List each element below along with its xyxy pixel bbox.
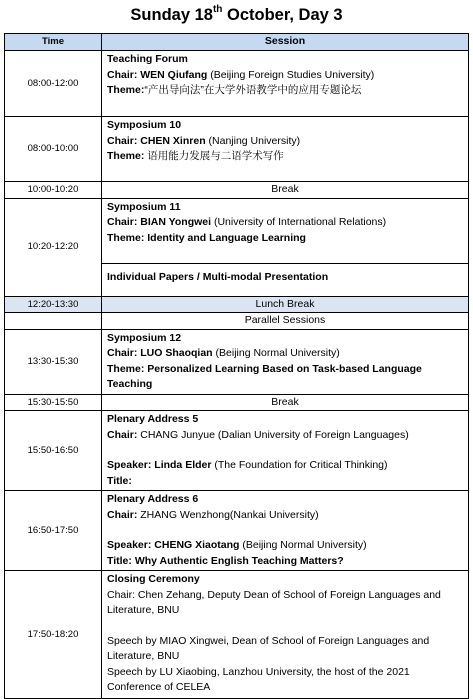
table-row (5, 394, 469, 411)
session-theme: Theme:“产出导向法”在大学外语教学中的应用专题论坛 (107, 84, 362, 96)
session-heading: Symposium 12 (107, 331, 182, 344)
row-time: 13:30-15:30 (5, 329, 102, 394)
schedule-table (4, 33, 469, 699)
table-row (5, 571, 469, 699)
page-title: Sunday 18th October, Day 3 (130, 4, 343, 24)
row-session (102, 411, 469, 491)
row-time: 10:00-10:20 (5, 182, 102, 199)
row-session: Break (102, 394, 469, 411)
session-speech: Speech by LU Xiaobing, Lanzhou University, the host of the 2021 Conference of CELEA (107, 665, 410, 693)
session-heading: Plenary Address 5 (107, 413, 199, 425)
session-chair: Chair: BIAN Yongwei (University of International Relations) (107, 216, 387, 228)
session-theme: Theme: Personalized Learning Based on Task-based Language Teaching (107, 362, 422, 390)
row-time: 08:00-10:00 (5, 117, 102, 182)
table-row (5, 117, 469, 182)
session-speaker: Speaker: CHENG Xiaotang (Beijing Normal University) (107, 539, 367, 551)
row-session (102, 198, 469, 296)
row-time: 17:50-18:20 (5, 571, 102, 699)
session-theme: Theme: 语用能力发展与二语学术写作 (107, 150, 284, 162)
row-time: 15:50-16:50 (5, 411, 102, 491)
table-row (5, 491, 469, 571)
row-session: Parallel Sessions (102, 313, 469, 330)
row-time: 16:50-17:50 (5, 491, 102, 571)
table-row (5, 182, 469, 199)
table-row (5, 198, 469, 296)
session-title: Title: (107, 474, 132, 487)
row-session (102, 491, 469, 571)
table-row (5, 296, 469, 313)
table-row (5, 411, 469, 491)
session-chair: Chair: CHANG Junyue (Dalian University of Foreign Languages) (107, 428, 409, 441)
row-session (102, 571, 469, 699)
session-title: Title: Why Authentic English Teaching Matters? (107, 554, 344, 567)
spacer (107, 246, 463, 261)
session-chair: Chair: ZHANG Wenzhong(Nankai University) (107, 508, 319, 521)
table-row (5, 313, 469, 330)
session-chair: Chair: LUO Shaoqian (Beijing Normal University) (107, 347, 340, 359)
spacer (107, 443, 463, 458)
table-row (5, 51, 469, 117)
header-time: Time (5, 34, 102, 51)
session-speech: Speech by MIAO Xingwei, Dean of School of Foreign Languages and Literature, BNU (107, 634, 430, 662)
session-heading: Symposium 10 (107, 119, 182, 131)
row-session (102, 117, 469, 182)
row-time (5, 313, 102, 330)
session-heading: Plenary Address 6 (107, 493, 199, 505)
row-time: 15:30-15:50 (5, 394, 102, 411)
session-theme: Theme: Identity and Language Learning (107, 231, 306, 244)
session-chair: Chair: WEN Qiufang (Beijing Foreign Studies University) (107, 68, 375, 81)
row-session: Lunch Break (102, 296, 469, 313)
row-time: 10:20-12:20 (5, 198, 102, 296)
row-time: 08:00-12:00 (5, 51, 102, 117)
row-time: 12:20-13:30 (5, 296, 102, 313)
header-session: Session (102, 34, 469, 51)
table-row (5, 329, 469, 394)
session-heading: Teaching Forum (107, 53, 188, 65)
session-chair: Chair: CHEN Xinren (Nanjing University) (107, 134, 301, 147)
session-extra: Individual Papers / Multi-modal Presentation (102, 263, 468, 286)
row-session (102, 329, 469, 394)
row-session: Break (102, 182, 469, 199)
session-heading: Closing Ceremony (107, 573, 200, 585)
table-header-row (5, 34, 469, 51)
spacer (107, 619, 463, 634)
spacer (107, 523, 463, 538)
session-speaker: Speaker: Linda Elder (The Foundation for Critical Thinking) (107, 459, 388, 471)
session-chair: Chair: Chen Zehang, Deputy Dean of School of Foreign Languages and Literature, BNU (107, 588, 441, 616)
session-heading: Symposium 11 (107, 200, 181, 213)
row-session (102, 51, 469, 117)
